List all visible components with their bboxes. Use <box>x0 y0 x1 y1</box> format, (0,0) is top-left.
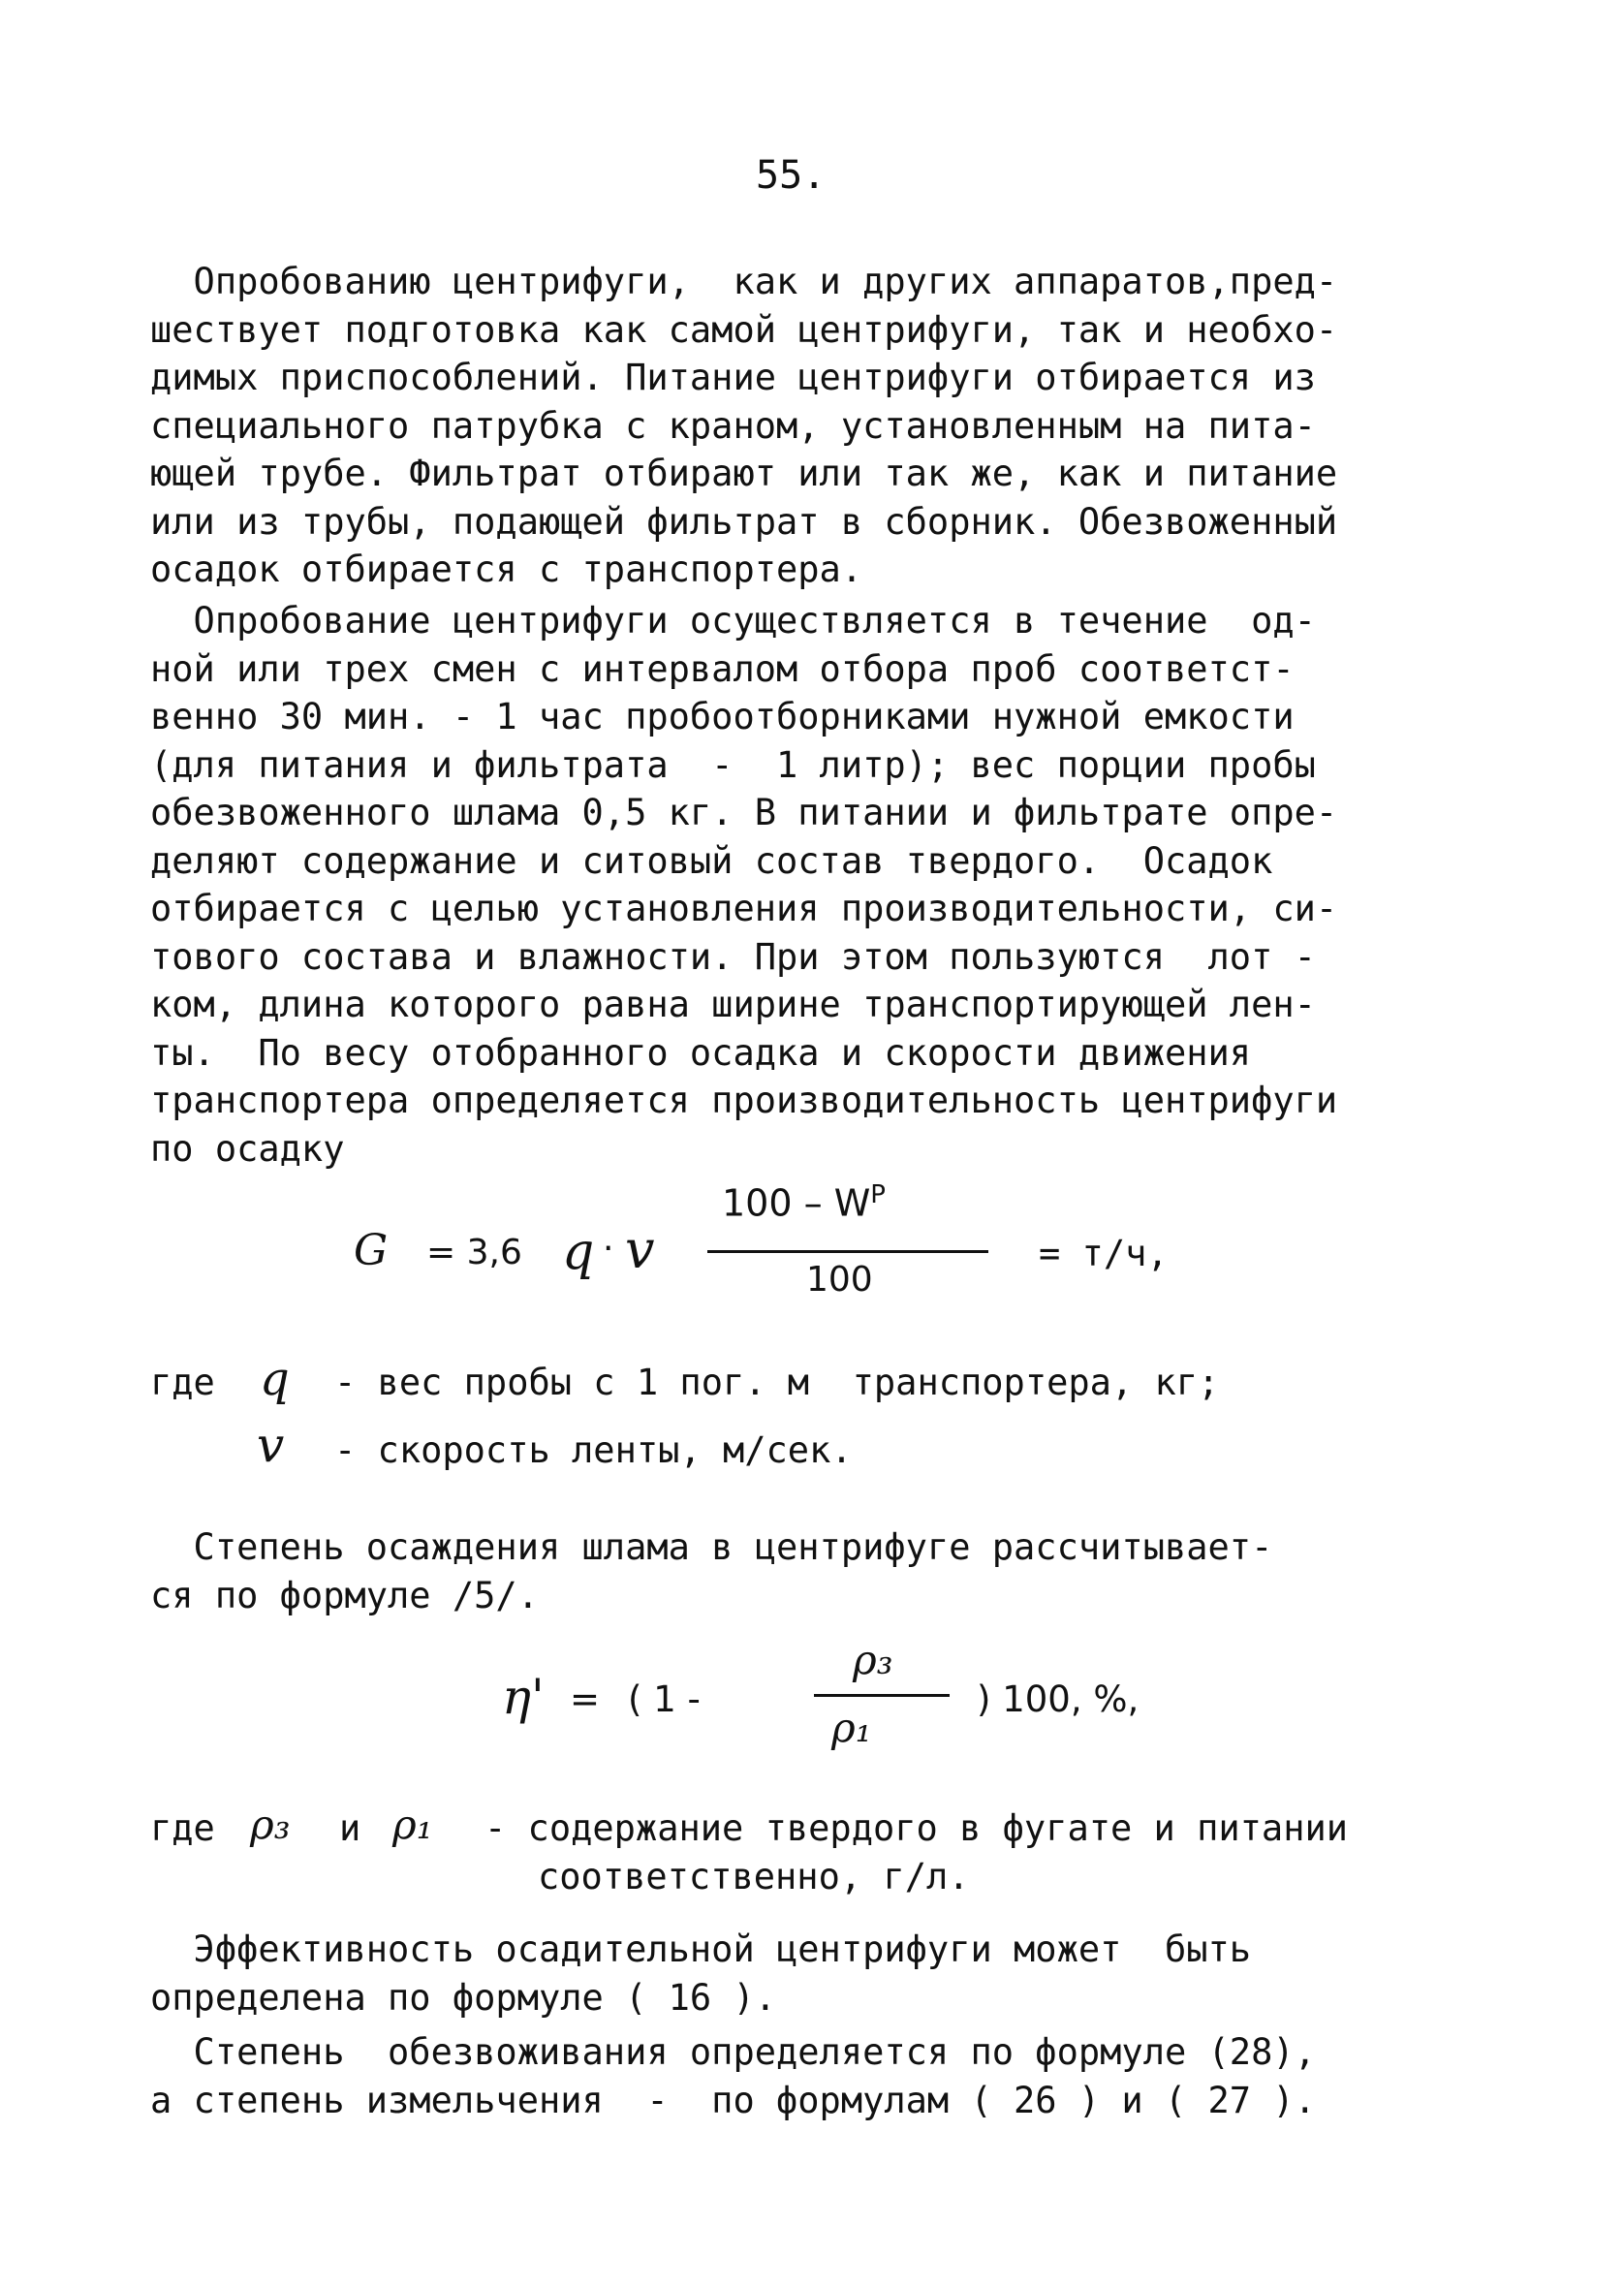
text-line: по осадку <box>150 1127 345 1170</box>
text-line: деляют содержание и ситовый состав твердого. Осадок <box>150 839 1273 882</box>
fraction-bar <box>707 1250 988 1253</box>
paragraph-5 <box>150 2028 1487 2124</box>
legend-label: где <box>150 1807 215 1849</box>
text-line: а степень измельчения - по формулам ( 26 ) и ( 27 ). <box>150 2079 1316 2121</box>
formula-rho1: ρ₁ <box>831 1704 872 1751</box>
legend-rho1: ρ₁ <box>392 1801 433 1848</box>
formula-rho3: ρ₃ <box>853 1636 893 1683</box>
formula-denominator: 100 <box>806 1260 873 1300</box>
legend-label: где <box>150 1362 215 1403</box>
legend-and: и <box>339 1807 361 1849</box>
text-line: ющей трубе. Фильтрат отбирают или так же, как и питание <box>150 453 1338 494</box>
text-line: ком, длина которого равна ширине транспортирующей лен- <box>150 984 1316 1025</box>
legend-rho3: ρ₃ <box>250 1801 291 1848</box>
text-line: (для питания и фильтрата - 1 литр); вес порции пробы <box>150 743 1316 786</box>
formula-unit: = т/ч, <box>1039 1233 1169 1274</box>
legend-text-1: - содержание твердого в фугате и питании <box>484 1807 1349 1849</box>
legend-q-text: - вес пробы с 1 пог. м транспортера, кг; <box>334 1362 1220 1403</box>
formula-open: ( 1 - <box>628 1678 701 1720</box>
paragraph-4 <box>150 1926 1487 2022</box>
text-line: Степень осаждения шлама в центрифуге рассчитывает- <box>150 1526 1273 1568</box>
text-line: специального патрубка с краном, установленным на пита- <box>150 404 1316 447</box>
legend-v-symbol: v <box>257 1417 285 1473</box>
text-line: димых приспособлений. Питание центрифуги отбирается из <box>150 357 1316 398</box>
text-line: Эффективность осадительной центрифуги может быть <box>150 1928 1252 1970</box>
text-line: ся по формуле /5/. <box>150 1574 539 1616</box>
text-line: шествует подготовка как самой центрифуги, так и необхо- <box>150 308 1338 351</box>
text-line: ной или трех смен с интервалом отбора проб соответст- <box>150 647 1295 690</box>
formula-eta-symbol: η' <box>502 1669 545 1725</box>
page-number: 55. <box>756 153 827 198</box>
text-line: обезвоженного шлама 0,5 кг. В питании и фильтрате опре- <box>150 792 1338 833</box>
fraction-bar <box>814 1694 950 1697</box>
text-line: осадок отбирается с транспортера. <box>150 549 863 590</box>
paragraph-1 <box>150 258 1487 594</box>
legend-v-text: - скорость ленты, м/сек. <box>334 1429 853 1471</box>
formula-g-symbol: G <box>354 1226 389 1275</box>
formula-superscript: P <box>870 1180 886 1209</box>
formula-dot: · <box>603 1229 614 1269</box>
formula-q-symbol: q <box>562 1223 595 1281</box>
formula-coefficient: = 3,6 <box>426 1233 522 1272</box>
text-line: Опробование центрифуги осуществляется в течение од- <box>150 600 1316 642</box>
legend-q-symbol: q <box>260 1352 290 1406</box>
text-line: Степень обезвоживания определяется по формуле (28), <box>150 2031 1316 2073</box>
text-line: Опробованию центрифуги, как и других аппаратов,пред- <box>150 261 1338 302</box>
text-line: транспортера определяется производительность центрифуги <box>150 1080 1338 1121</box>
text-line: отбирается с целью установления производительности, си- <box>150 888 1338 929</box>
paragraph-2 <box>150 597 1487 1173</box>
text-line: ты. По весу отобранного осадка и скорости движения <box>150 1031 1252 1074</box>
text-line: венно 30 мин. - 1 час пробоотборниками нужной емкости <box>150 696 1295 737</box>
paragraph-3 <box>150 1523 1487 1619</box>
formula-numerator <box>722 1180 886 1225</box>
formula-tail: ) 100, %, <box>977 1678 1140 1720</box>
text-line: определена по формуле ( 16 ). <box>150 1976 777 2019</box>
formula-numerator-text: 100 – W <box>722 1181 871 1225</box>
formula-v-symbol: v <box>625 1219 655 1280</box>
formula-equals: = <box>570 1678 601 1720</box>
text-line: тового состава и влажности. При этом пользуются лот - <box>150 935 1316 978</box>
legend-text-2: соответственно, г/л. <box>538 1856 970 1897</box>
text-line: или из трубы, подающей фильтрат в сборник. Обезвоженный <box>150 500 1338 543</box>
